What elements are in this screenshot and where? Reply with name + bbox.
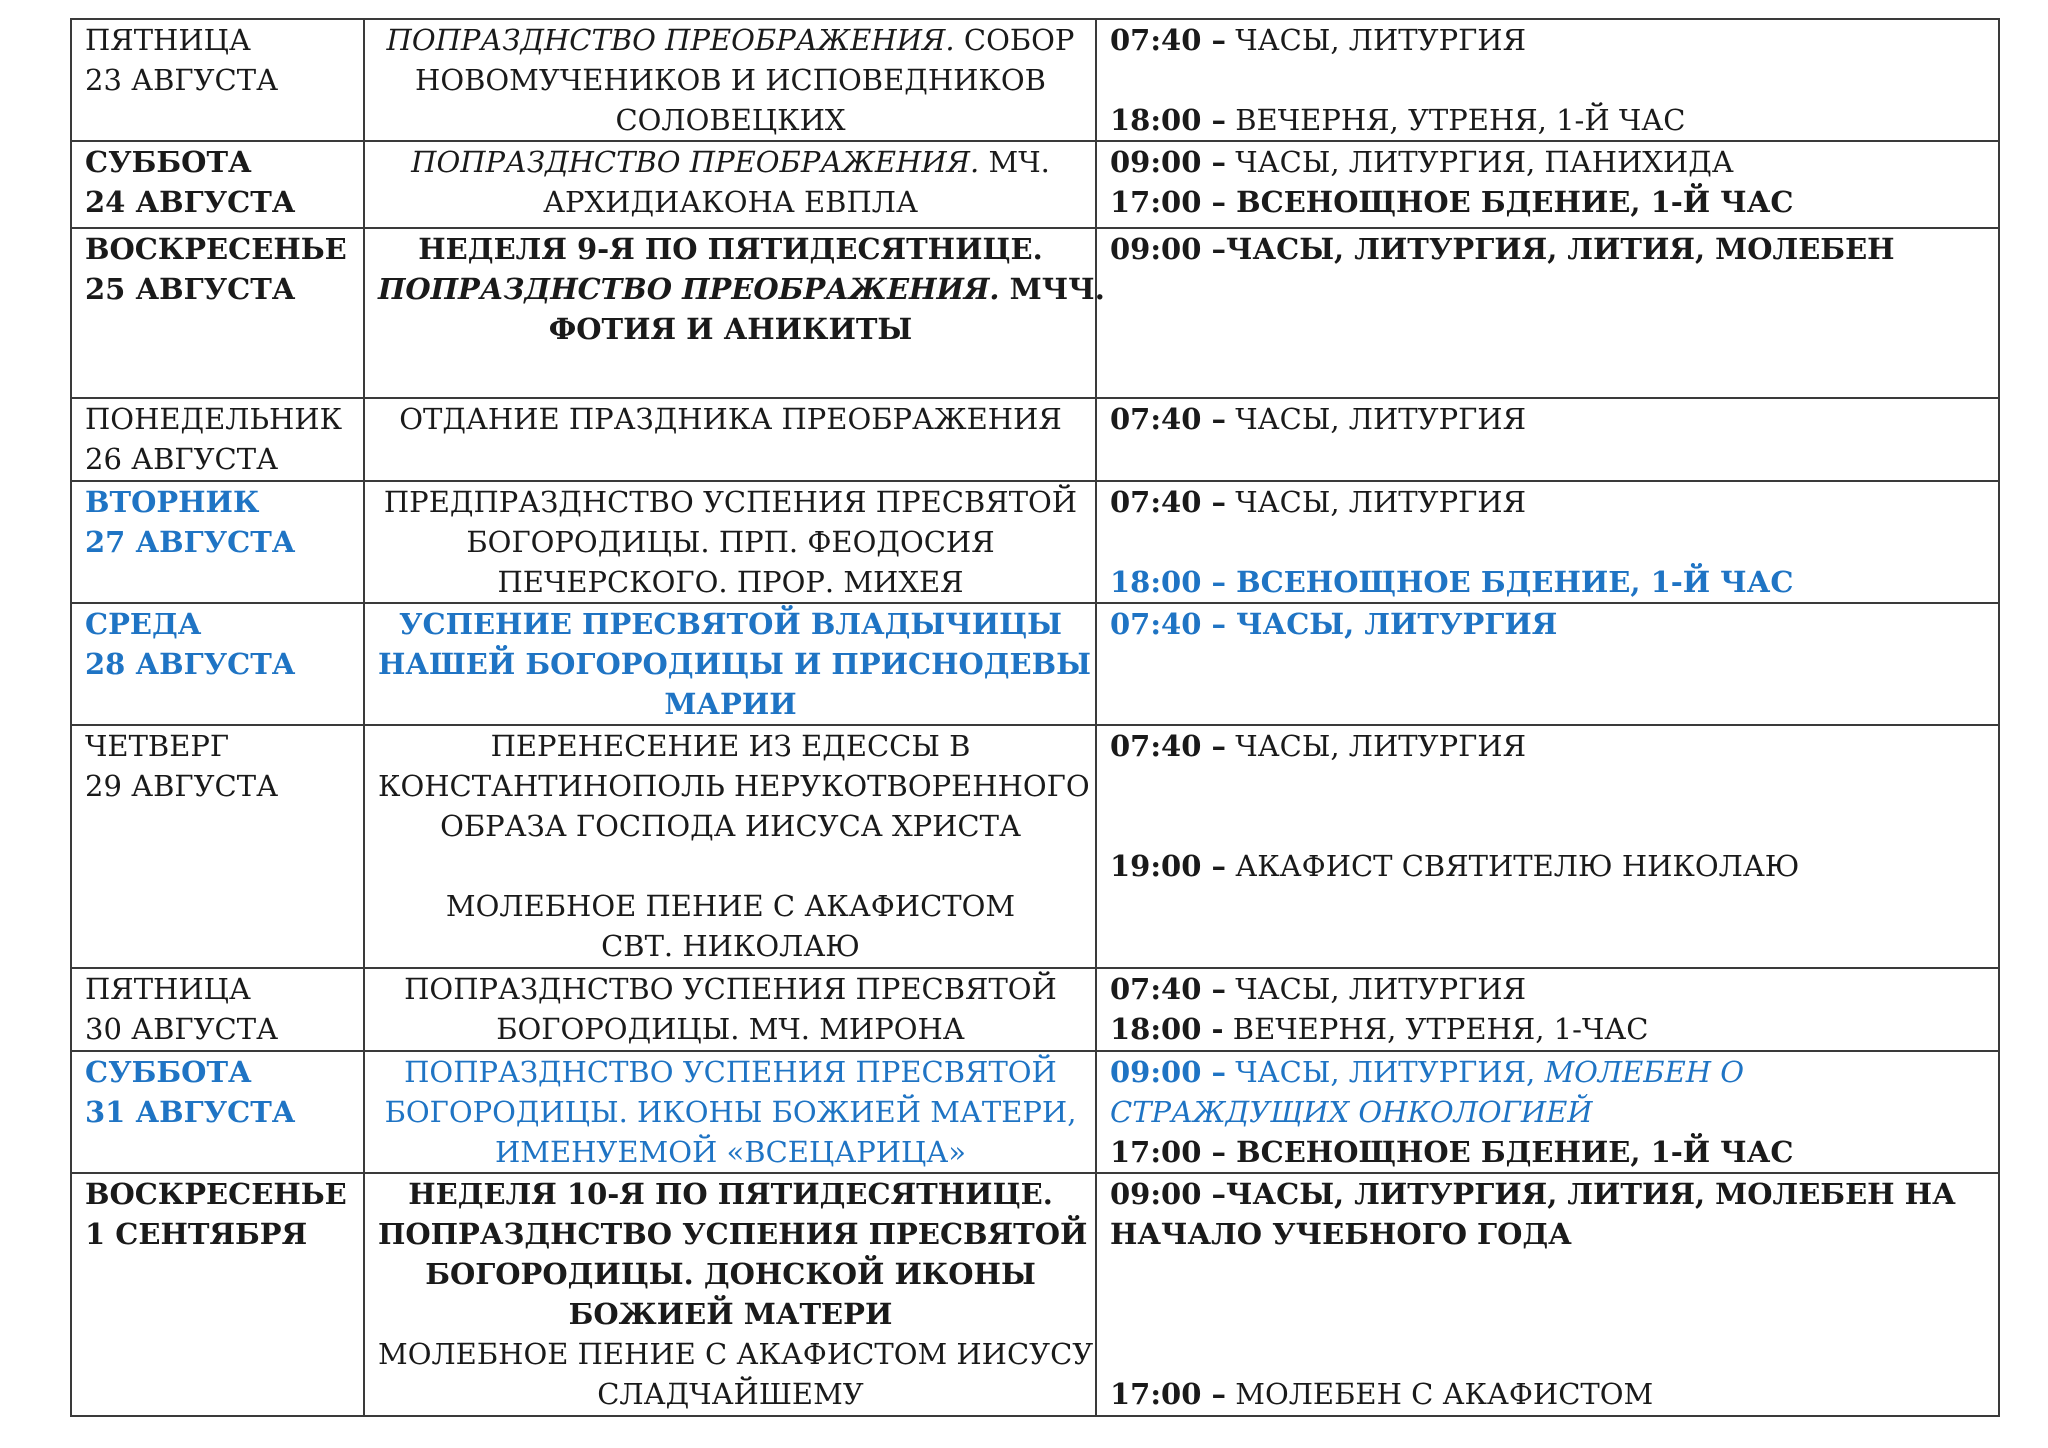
weekday: ПЯТНИЦА xyxy=(85,23,251,57)
times-cell xyxy=(1096,1173,1999,1416)
date: 31 АВГУСТА xyxy=(85,1095,296,1129)
service-name: ЧАСЫ, ЛИТУРГИЯ, ПАНИХИДА xyxy=(1226,145,1734,179)
weekday: ВТОРНИК xyxy=(85,485,260,519)
event-cell xyxy=(364,1173,1096,1416)
service-time: 07:40 xyxy=(1110,23,1202,57)
service-line: 07:40 – ЧАСЫ, ЛИТУРГИЯ xyxy=(1110,402,1526,436)
times-cell xyxy=(1096,19,1999,141)
event-text: ИМЕНУЕМОЙ «ВСЕЦАРИЦА» xyxy=(494,1135,966,1169)
service-time: 09:00 xyxy=(1110,232,1202,266)
service-name: – ЧАСЫ, ЛИТУРГИЯ xyxy=(1201,607,1558,641)
event-text: КОНСТАНТИНОПОЛЬ НЕРУКОТВОРЕННОГО xyxy=(378,769,1090,803)
event-text: ПОПРАЗДНСТВО УСПЕНИЯ ПРЕСВЯТОЙ xyxy=(404,1055,1057,1089)
service-name: ВЕЧЕРНЯ, УТРЕНЯ, 1-Й ЧАС xyxy=(1226,103,1686,137)
day-cell xyxy=(71,19,364,141)
times-cell xyxy=(1096,228,1999,398)
service-time: 07:40 xyxy=(1110,972,1202,1006)
weekday: СУББОТА xyxy=(85,145,252,179)
service-name: ЧАСЫ, ЛИТУРГИЯ xyxy=(1226,402,1526,436)
schedule-row xyxy=(71,398,1999,481)
date: 29 АВГУСТА xyxy=(85,769,279,803)
day-cell xyxy=(71,228,364,398)
times-cell xyxy=(1096,603,1999,725)
event-text: ФОТИЯ И АНИКИТЫ xyxy=(548,312,913,346)
service-name: ЧАСЫ, ЛИТУРГИЯ xyxy=(1226,485,1526,519)
event-text: СЛАДЧАЙШЕМУ xyxy=(597,1377,864,1411)
schedule-row xyxy=(71,968,1999,1051)
schedule-row xyxy=(71,725,1999,968)
weekday: ВОСКРЕСЕНЬЕ xyxy=(85,232,347,266)
event-text: НАШЕЙ БОГОРОДИЦЫ И ПРИСНОДЕВЫ xyxy=(378,647,1092,681)
event-cell xyxy=(364,725,1096,968)
event-text: НЕДЕЛЯ 10-Я ПО ПЯТИДЕСЯТНИЦЕ. xyxy=(408,1177,1053,1211)
event-text: АРХИДИАКОНА ЕВПЛА xyxy=(543,185,918,219)
event-text: СОБОР xyxy=(963,23,1075,57)
times-cell xyxy=(1096,1051,1999,1173)
event-text: ОТДАНИЕ ПРАЗДНИКА ПРЕОБРАЖЕНИЯ xyxy=(399,402,1062,436)
times-cell xyxy=(1096,725,1999,968)
service-time: 17:00 xyxy=(1110,1135,1202,1169)
service-time: 19:00 xyxy=(1110,849,1202,883)
service-name: АКАФИСТ СВЯТИТЕЛЮ НИКОЛАЮ xyxy=(1226,849,1800,883)
service-name: ЧАСЫ, ЛИТУРГИЯ, xyxy=(1226,1055,1545,1089)
service-time: 18:00 xyxy=(1110,565,1202,599)
service-line: 18:00 – ВЕЧЕРНЯ, УТРЕНЯ, 1-Й ЧАС xyxy=(1110,103,1686,137)
schedule-row xyxy=(71,228,1999,398)
service-name: – ВСЕНОЩНОЕ БДЕНИЕ, 1-Й ЧАС xyxy=(1201,1135,1794,1169)
service-line: 07:40 – ЧАСЫ, ЛИТУРГИЯ xyxy=(1110,972,1526,1006)
event-text: НОВОМУЧЕНИКОВ И ИСПОВЕДНИКОВ xyxy=(415,63,1046,97)
event-text: МЧЧ. xyxy=(1009,272,1105,306)
day-cell xyxy=(71,1051,364,1173)
date: 25 АВГУСТА xyxy=(85,272,296,306)
date: 1 СЕНТЯБРЯ xyxy=(85,1217,308,1251)
event-italic: ПОПРАЗДНСТВО ПРЕОБРАЖЕНИЯ. xyxy=(386,23,955,57)
service-line: 19:00 – АКАФИСТ СВЯТИТЕЛЮ НИКОЛАЮ xyxy=(1110,849,1800,883)
times-cell xyxy=(1096,398,1999,481)
service-name: ЧАСЫ, ЛИТУРГИЯ xyxy=(1226,23,1526,57)
event-text: СВТ. НИКОЛАЮ xyxy=(601,929,860,963)
event-text: ПРЕДПРАЗДНСТВО УСПЕНИЯ ПРЕСВЯТОЙ xyxy=(383,485,1078,519)
service-name: ВЕЧЕРНЯ, УТРЕНЯ, 1-ЧАС xyxy=(1223,1012,1649,1046)
service-time: 18:00 xyxy=(1110,103,1202,137)
event-text: СОЛОВЕЦКИХ xyxy=(615,103,846,137)
service-name: – ВСЕНОЩНОЕ БДЕНИЕ, 1-Й ЧАС xyxy=(1201,185,1794,219)
event-text: БОГОРОДИЦЫ. ПРП. ФЕОДОСИЯ xyxy=(466,525,995,559)
day-cell xyxy=(71,603,364,725)
event-cell xyxy=(364,398,1096,481)
service-name: ЧАСЫ, ЛИТУРГИЯ xyxy=(1226,729,1526,763)
day-cell xyxy=(71,968,364,1051)
service-time: 07:40 xyxy=(1110,402,1202,436)
schedule-row xyxy=(71,141,1999,228)
weekday: ЧЕТВЕРГ xyxy=(85,729,230,763)
service-time: 09:00 xyxy=(1110,1177,1202,1211)
event-cell xyxy=(364,19,1096,141)
date: 28 АВГУСТА xyxy=(85,647,296,681)
event-text: УСПЕНИЕ ПРЕСВЯТОЙ ВЛАДЫЧИЦЫ xyxy=(398,607,1063,641)
event-text: МАРИИ xyxy=(664,687,797,721)
event-italic: ПОПРАЗДНСТВО ПРЕОБРАЖЕНИЯ. xyxy=(411,145,980,179)
date: 23 АВГУСТА xyxy=(85,63,279,97)
event-text: МОЛЕБНОЕ ПЕНИЕ С АКАФИСТОМ ИИСУСУ xyxy=(378,1337,1094,1371)
day-cell xyxy=(71,1173,364,1416)
schedule-row xyxy=(71,19,1999,141)
service-line: 17:00 – МОЛЕБЕН С АКАФИСТОМ xyxy=(1110,1377,1654,1411)
event-text: МЧ. xyxy=(988,145,1050,179)
date: 30 АВГУСТА xyxy=(85,1012,279,1046)
weekday: СРЕДА xyxy=(85,607,202,641)
event-text: МОЛЕБНОЕ ПЕНИЕ С АКАФИСТОМ xyxy=(445,889,1016,923)
service-italic: МОЛЕБЕН О СТРАЖДУЩИХ ОНКОЛОГИЕЙ xyxy=(1110,1055,1745,1129)
service-line xyxy=(1110,1132,1986,1172)
times-cell xyxy=(1096,141,1999,228)
service-line xyxy=(1110,182,1986,222)
event-text: НЕДЕЛЯ 9-Я ПО ПЯТИДЕСЯТНИЦЕ. xyxy=(418,232,1043,266)
event-cell xyxy=(364,968,1096,1051)
service-time: 09:00 xyxy=(1110,145,1202,179)
day-cell xyxy=(71,141,364,228)
event-text: ПЕРЕНЕСЕНИЕ ИЗ ЕДЕССЫ В xyxy=(490,729,971,763)
service-time: 07:40 xyxy=(1110,607,1202,641)
schedule-row xyxy=(71,481,1999,603)
date: 26 АВГУСТА xyxy=(85,442,279,476)
service-line xyxy=(1110,604,1986,644)
weekday: ПЯТНИЦА xyxy=(85,972,251,1006)
service-name: ЧАСЫ, ЛИТУРГИЯ xyxy=(1226,972,1526,1006)
service-time: 09:00 xyxy=(1110,1055,1202,1089)
day-cell xyxy=(71,481,364,603)
service-line: 18:00 - ВЕЧЕРНЯ, УТРЕНЯ, 1-ЧАС xyxy=(1110,1012,1649,1046)
weekday: СУББОТА xyxy=(85,1055,252,1089)
service-name: –ЧАСЫ, ЛИТУРГИЯ, ЛИТИЯ, МОЛЕБЕН xyxy=(1201,232,1895,266)
event-text: ОБРАЗА ГОСПОДА ИИСУСА ХРИСТА xyxy=(440,809,1021,843)
date: 24 АВГУСТА xyxy=(85,185,296,219)
service-time: 07:40 xyxy=(1110,485,1202,519)
event-text: БОГОРОДИЦЫ. ДОНСКОЙ ИКОНЫ xyxy=(425,1257,1036,1291)
service-line: 07:40 – ЧАСЫ, ЛИТУРГИЯ xyxy=(1110,485,1526,519)
weekday: ПОНЕДЕЛЬНИК xyxy=(85,402,343,436)
event-italic: ПОПРАЗДНСТВО ПРЕОБРАЖЕНИЯ. xyxy=(378,272,1000,306)
service-line: 09:00 – ЧАСЫ, ЛИТУРГИЯ, МОЛЕБЕН О СТРАЖДУЩИХ ОНКОЛОГИЕЙ xyxy=(1110,1055,1745,1129)
service-line: 07:40 – ЧАСЫ, ЛИТУРГИЯ xyxy=(1110,23,1526,57)
service-line xyxy=(1110,229,1986,269)
service-schedule-table xyxy=(70,18,2000,1417)
schedule-row xyxy=(71,603,1999,725)
event-cell xyxy=(364,141,1096,228)
event-text: ПОПРАЗДНСТВО УСПЕНИЯ ПРЕСВЯТОЙ xyxy=(378,1217,1088,1251)
schedule-row xyxy=(71,1051,1999,1173)
times-cell xyxy=(1096,968,1999,1051)
event-text: БОЖИЕЙ МАТЕРИ xyxy=(568,1297,893,1331)
event-cell xyxy=(364,1051,1096,1173)
event-cell xyxy=(364,228,1105,398)
service-line xyxy=(1110,562,1986,602)
service-line: 09:00 – ЧАСЫ, ЛИТУРГИЯ, ПАНИХИДА xyxy=(1110,145,1734,179)
service-name: –ЧАСЫ, ЛИТУРГИЯ, ЛИТИЯ, МОЛЕБЕН НА НАЧАЛО УЧЕБНОГО ГОДА xyxy=(1110,1177,1956,1251)
service-time: 17:00 xyxy=(1110,185,1202,219)
event-text: ПЕЧЕРСКОГО. ПРОР. МИХЕЯ xyxy=(497,565,964,599)
service-line xyxy=(1110,1174,1986,1254)
service-name: МОЛЕБЕН С АКАФИСТОМ xyxy=(1226,1377,1654,1411)
event-text: ПОПРАЗДНСТВО УСПЕНИЯ ПРЕСВЯТОЙ xyxy=(404,972,1057,1006)
service-name: – ВСЕНОЩНОЕ БДЕНИЕ, 1-Й ЧАС xyxy=(1201,565,1794,599)
event-text: БОГОРОДИЦЫ. МЧ. МИРОНА xyxy=(496,1012,965,1046)
event-cell xyxy=(364,603,1096,725)
times-cell xyxy=(1096,481,1999,603)
schedule-row xyxy=(71,1173,1999,1416)
date: 27 АВГУСТА xyxy=(85,525,296,559)
event-text: БОГОРОДИЦЫ. ИКОНЫ БОЖИЕЙ МАТЕРИ, xyxy=(384,1095,1077,1129)
service-line: 07:40 – ЧАСЫ, ЛИТУРГИЯ xyxy=(1110,729,1526,763)
day-cell xyxy=(71,725,364,968)
service-time: 07:40 xyxy=(1110,729,1202,763)
weekday: ВОСКРЕСЕНЬЕ xyxy=(85,1177,347,1211)
service-time: 18:00 xyxy=(1110,1012,1202,1046)
day-cell xyxy=(71,398,364,481)
service-time: 17:00 xyxy=(1110,1377,1202,1411)
event-cell xyxy=(364,481,1096,603)
